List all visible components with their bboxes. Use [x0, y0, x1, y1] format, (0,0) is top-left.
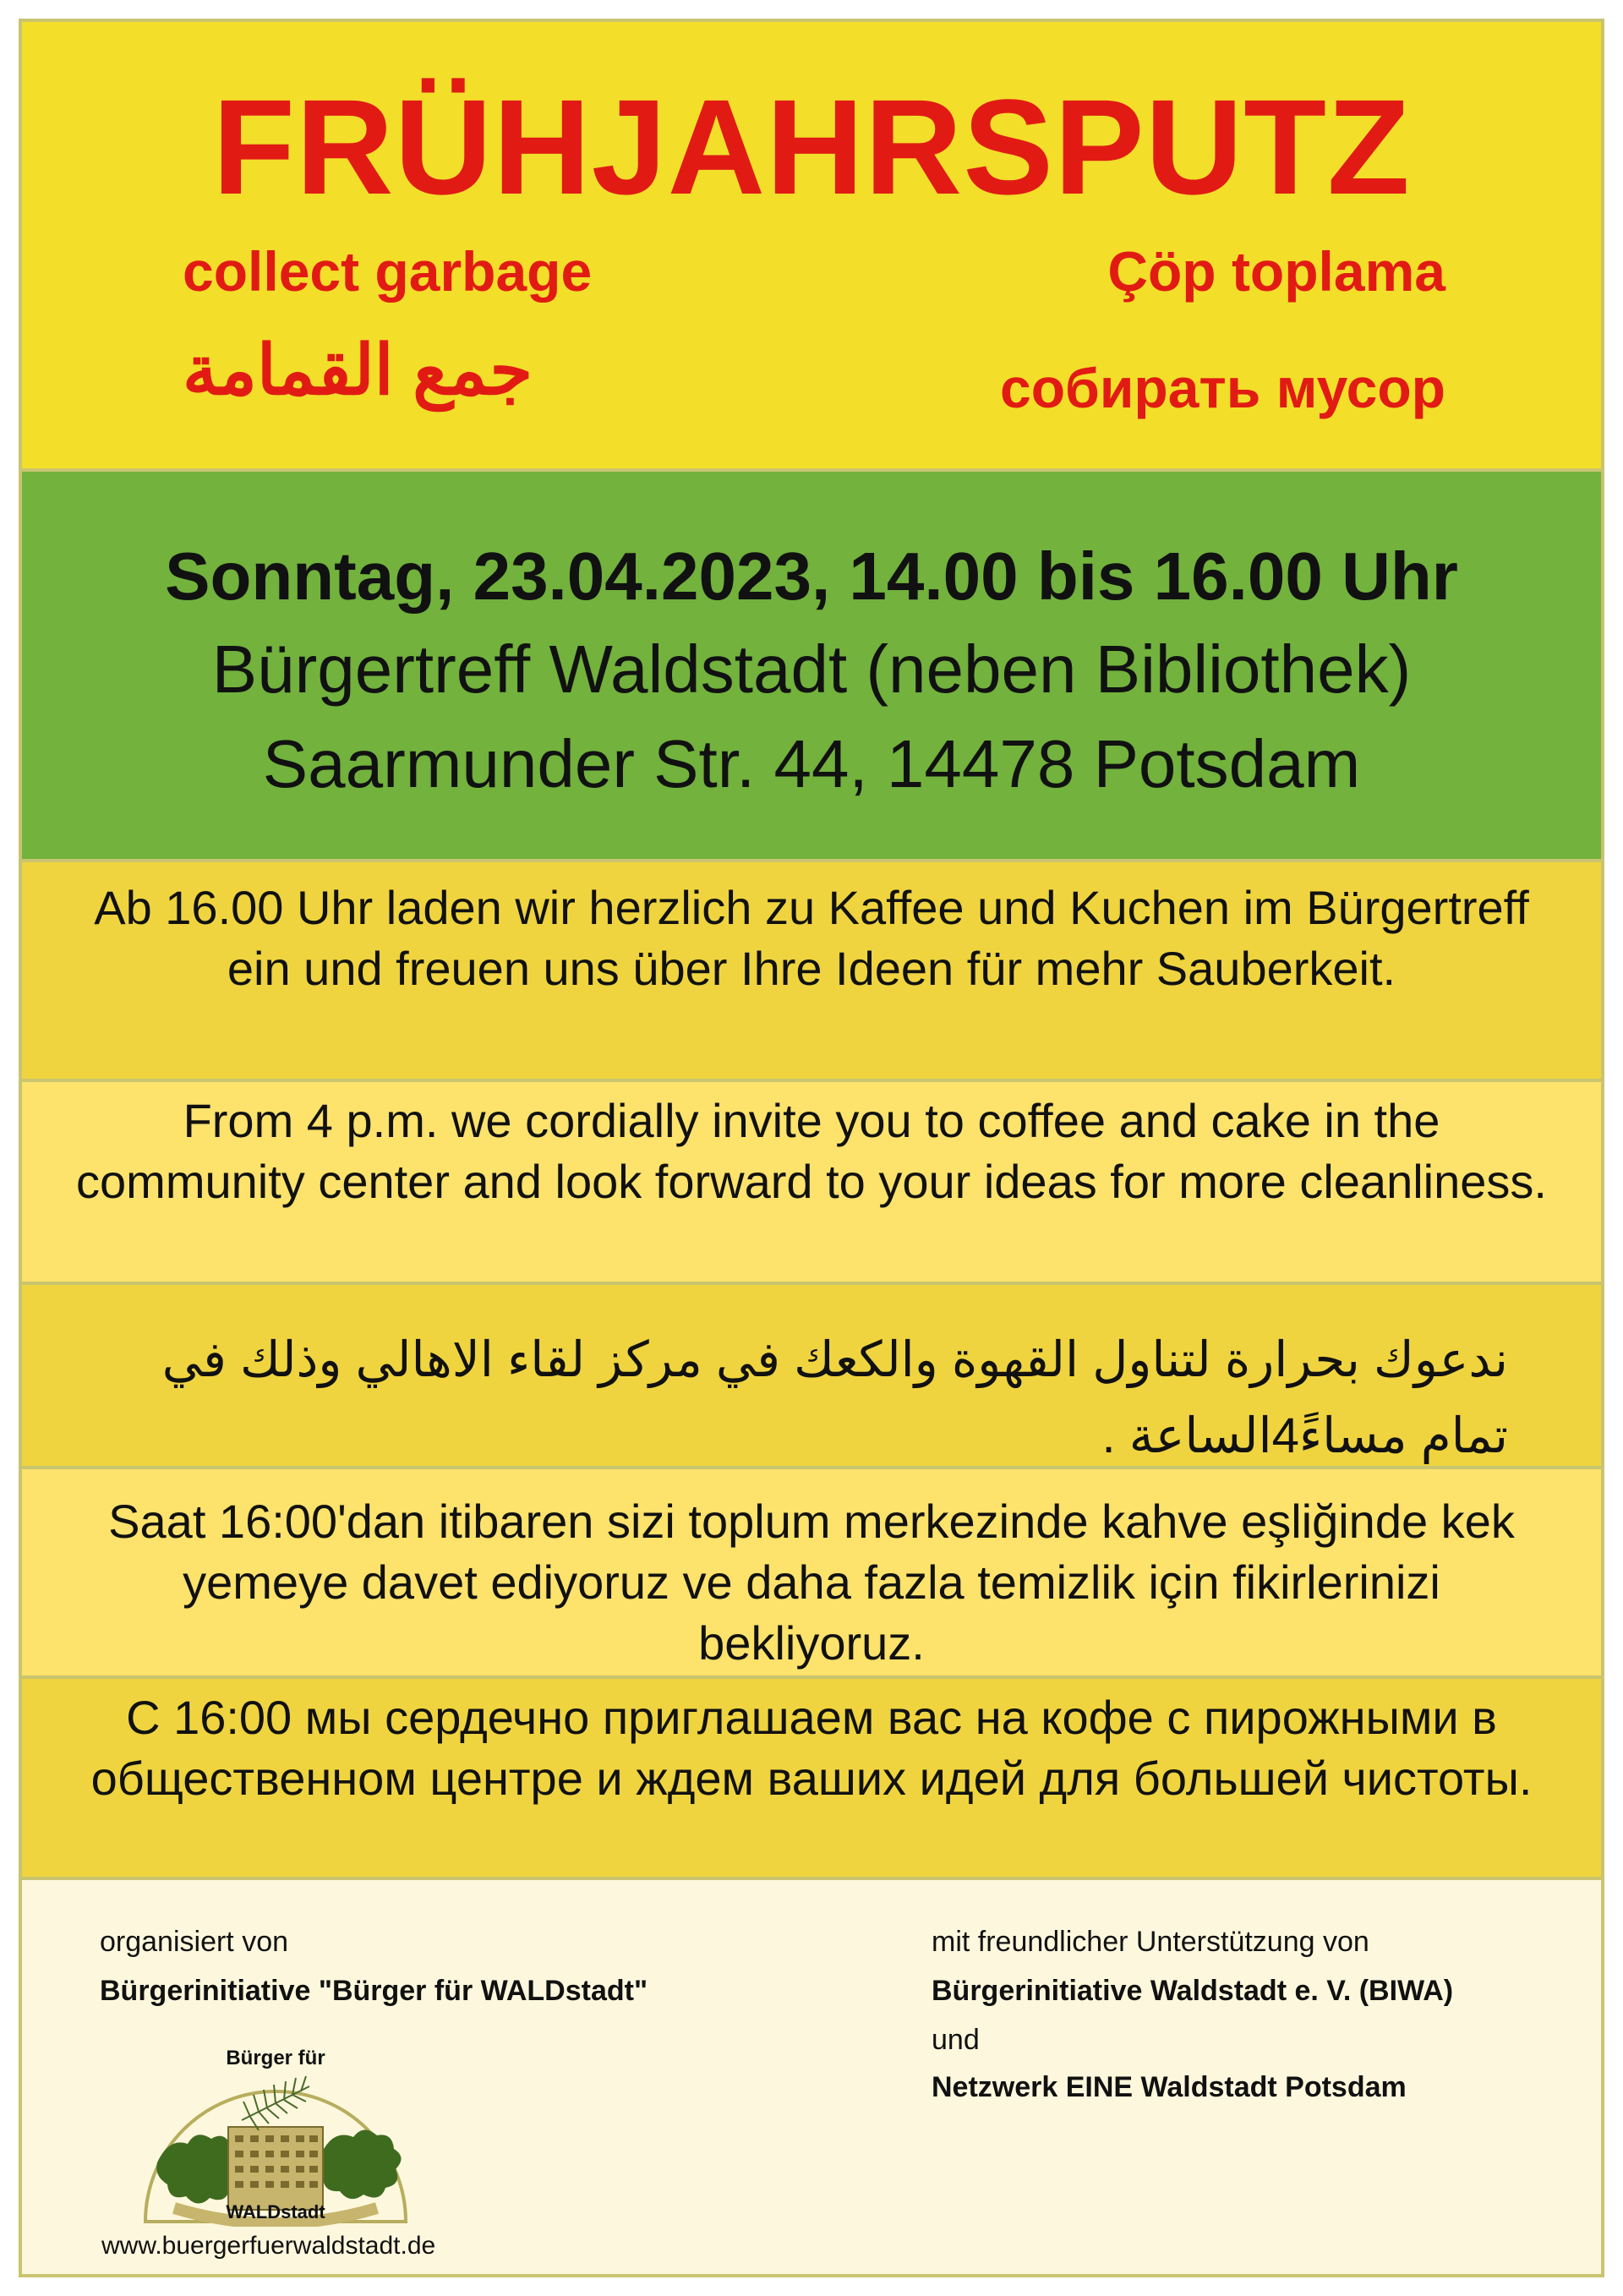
- organizer-name: Bürgerinitiative "Bürger für WALDstadt": [100, 1975, 648, 2007]
- message-arabic: ندعوك بحرارة لتناول القهوة والكعك في مركز لقاء الاهالي وذلك في تمام مساءً4الساعة .: [161, 1332, 1508, 1463]
- poster-title: FRÜHJAHRSPUTZ: [212, 71, 1411, 222]
- message-german-panel: [22, 862, 1601, 1079]
- event-details-panel: [22, 472, 1601, 859]
- supported-by-label: mit freundlicher Unterstützung von: [932, 1926, 1369, 1958]
- supporter-biwa: Bürgerinitiative Waldstadt e. V. (BIWA): [932, 1975, 1454, 2007]
- organized-by-label: organisiert von: [100, 1926, 289, 1958]
- subtitle-turkish: Çöp toplama: [1107, 240, 1445, 303]
- poster: [19, 19, 1604, 2277]
- and-label: und: [932, 2024, 980, 2056]
- logo-bottom-text: WALDstadt: [226, 2201, 325, 2222]
- message-russian-panel: [22, 1679, 1601, 1877]
- website-url: www.buergerfuerwaldstadt.de: [101, 2232, 436, 2260]
- event-datetime: Sonntag, 23.04.2023, 14.00 bis 16.00 Uhr: [165, 538, 1458, 614]
- header-panel: [22, 22, 1601, 468]
- subtitle-arabic: جمع القمامة: [183, 332, 533, 409]
- message-turkish: Saat 16:00'dan itibaren sizi toplum merkezinde kahve eşliğinde kek yemeye davet ediyoruz ve daha fazla temizlik için fikirlerinizi bekliyoruz.: [108, 1495, 1515, 1670]
- supporter-netzwerk: Netzwerk EINE Waldstadt Potsdam: [932, 2071, 1407, 2103]
- message-arabic-panel: [22, 1285, 1601, 1466]
- message-german: Ab 16.00 Uhr laden wir herzlich zu Kaffee und Kuchen im Bürgertreff ein und freuen uns über Ihre Ideen für mehr Sauberkeit.: [94, 881, 1529, 995]
- organizer-logo: [140, 2027, 411, 2227]
- message-russian: С 16:00 мы сердечно приглашаем вас на кофе с пирожными в общественном центре и ждем ваших идей для большей чистоты.: [90, 1691, 1533, 1805]
- event-address: Saarmunder Str. 44, 14478 Potsdam: [262, 726, 1361, 801]
- logo-top-text: Bürger für: [226, 2047, 325, 2069]
- message-turkish-panel: [22, 1469, 1601, 1676]
- event-location: Bürgertreff Waldstadt (neben Bibliothek): [211, 631, 1412, 707]
- message-english-panel: [22, 1082, 1601, 1282]
- subtitle-russian: собирать мусор: [1000, 357, 1445, 419]
- subtitle-english: collect garbage: [183, 240, 593, 303]
- message-english: From 4 p.m. we cordially invite you to coffee and cake in the community center and look forward to your ideas for more cleanliness.: [76, 1094, 1547, 1208]
- footer-panel: [22, 1880, 1601, 2274]
